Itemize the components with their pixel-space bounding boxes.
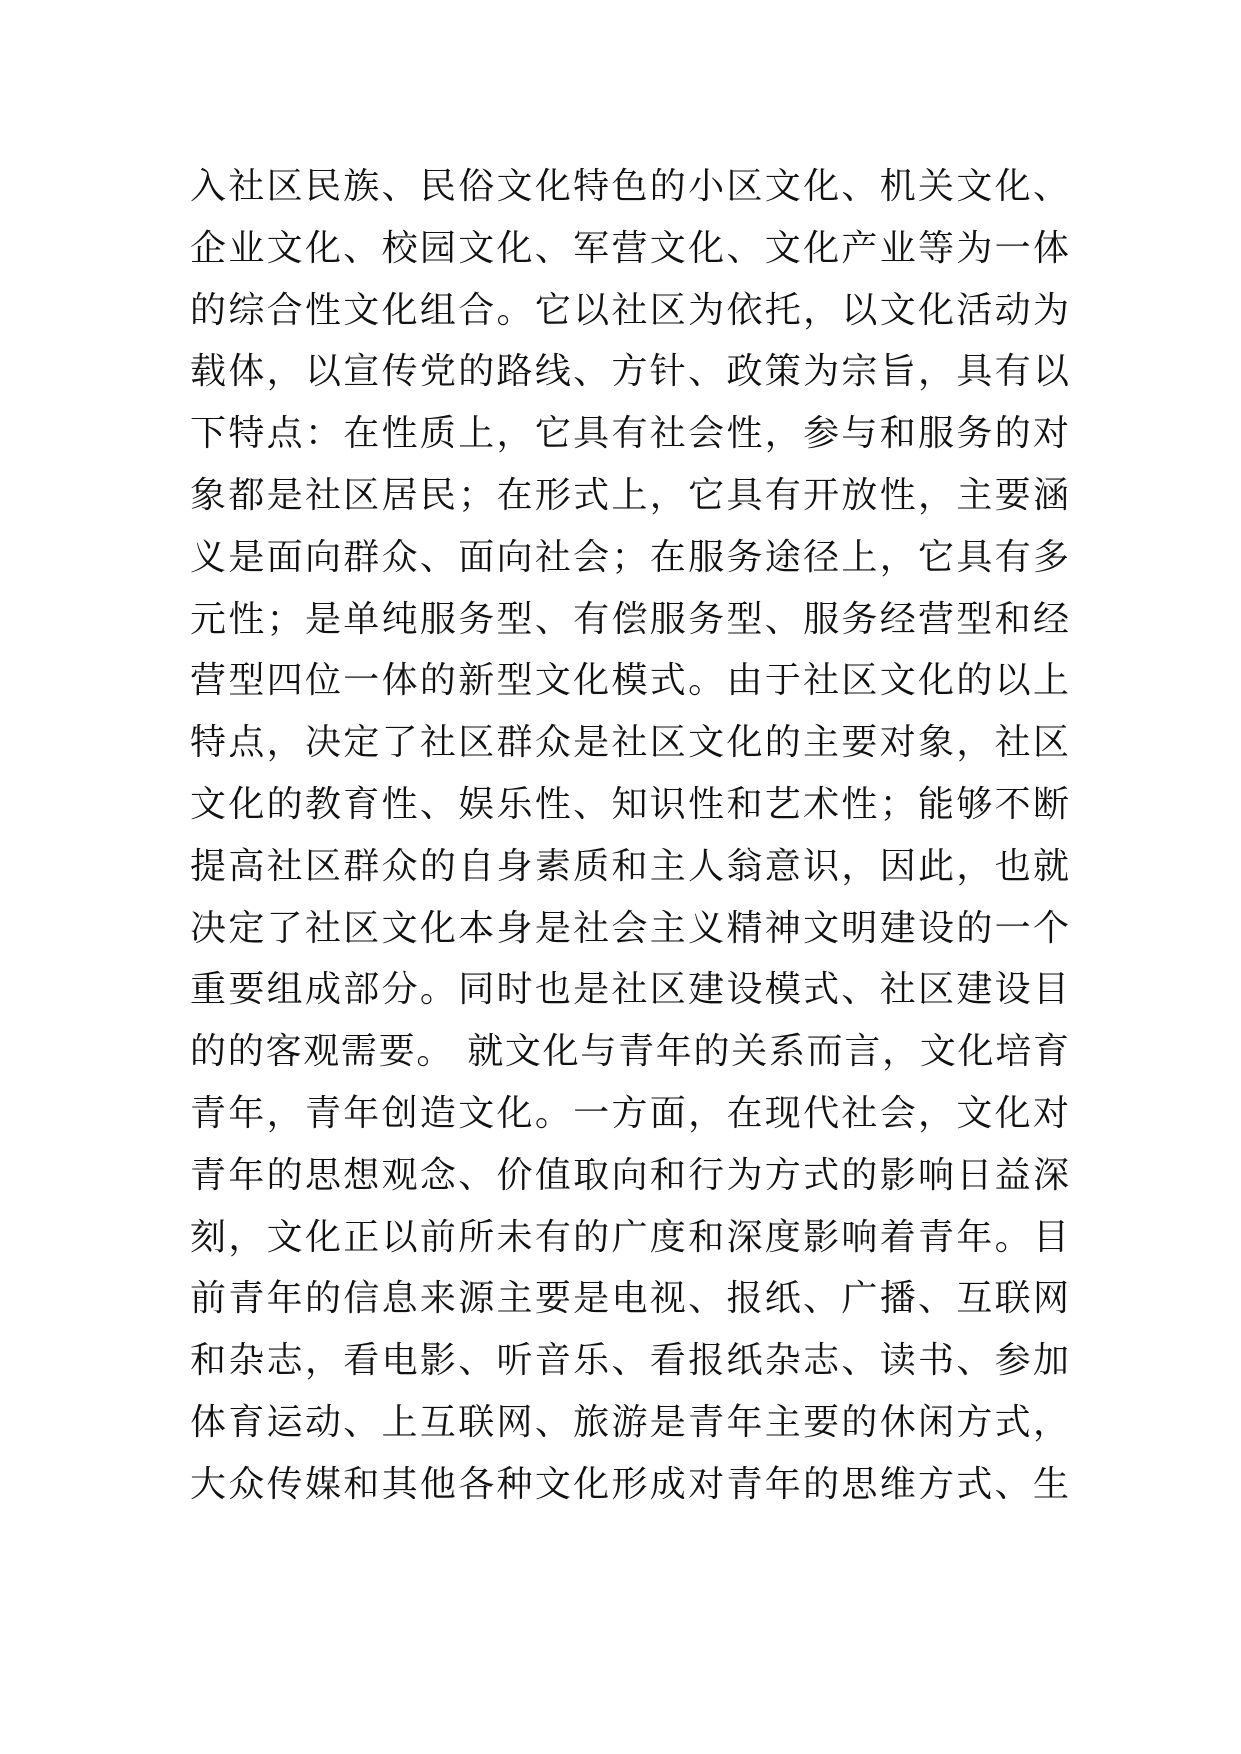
text-line: 的综合性文化组合。它以社区为依托，以文化活动为 (190, 289, 1070, 331)
text-line: 决定了社区文化本身是社会主义精神文明建设的一个 (190, 907, 1070, 949)
text-line: 的的客观需要。 就文化与青年的关系而言，文化培育 (190, 1031, 1070, 1073)
text-line: 下特点：在性质上，它具有社会性，参与和服务的对 (190, 413, 1070, 455)
text-line: 重要组成部分。同时也是社区建设模式、社区建设目 (190, 969, 1070, 1011)
text-line: 象都是社区居民；在形式上，它具有开放性，主要涵 (190, 474, 1070, 516)
text-line: 提高社区群众的自身素质和主人翁意识，因此，也就 (190, 845, 1070, 887)
text-line: 青年，青年创造文化。一方面，在现代社会，文化对 (190, 1092, 1070, 1134)
text-line: 营型四位一体的新型文化模式。由于社区文化的以上 (190, 660, 1070, 702)
text-line: 特点，决定了社区群众是社区文化的主要对象，社区 (190, 722, 1070, 764)
text-line: 企业文化、校园文化、军营文化、文化产业等为一体 (190, 227, 1070, 269)
text-line: 载体，以宣传党的路线、方针、政策为宗旨，具有以 (190, 351, 1070, 393)
text-line: 文化的教育性、娱乐性、知识性和艺术性；能够不断 (190, 783, 1070, 825)
text-line: 义是面向群众、面向社会；在服务途径上，它具有多 (190, 536, 1070, 578)
text-line: 青年的思想观念、价值取向和行为方式的影响日益深 (190, 1154, 1070, 1196)
text-line: 元性；是单纯服务型、有偿服务型、服务经营型和经 (190, 598, 1070, 640)
text-line: 和杂志，看电影、听音乐、看报纸杂志、读书、参加 (190, 1340, 1070, 1382)
text-line: 大众传媒和其他各种文化形成对青年的思维方式、生 (190, 1463, 1070, 1505)
text-line: 体育运动、上互联网、旅游是青年主要的休闲方式， (190, 1401, 1070, 1443)
text-line: 前青年的信息来源主要是电视、报纸、广播、互联网 (190, 1278, 1070, 1320)
body-text (190, 156, 1070, 1516)
text-line: 刻，文化正以前所未有的广度和深度影响着青年。目 (190, 1216, 1070, 1258)
text-line: 入社区民族、民俗文化特色的小区文化、机关文化、 (190, 166, 1070, 207)
